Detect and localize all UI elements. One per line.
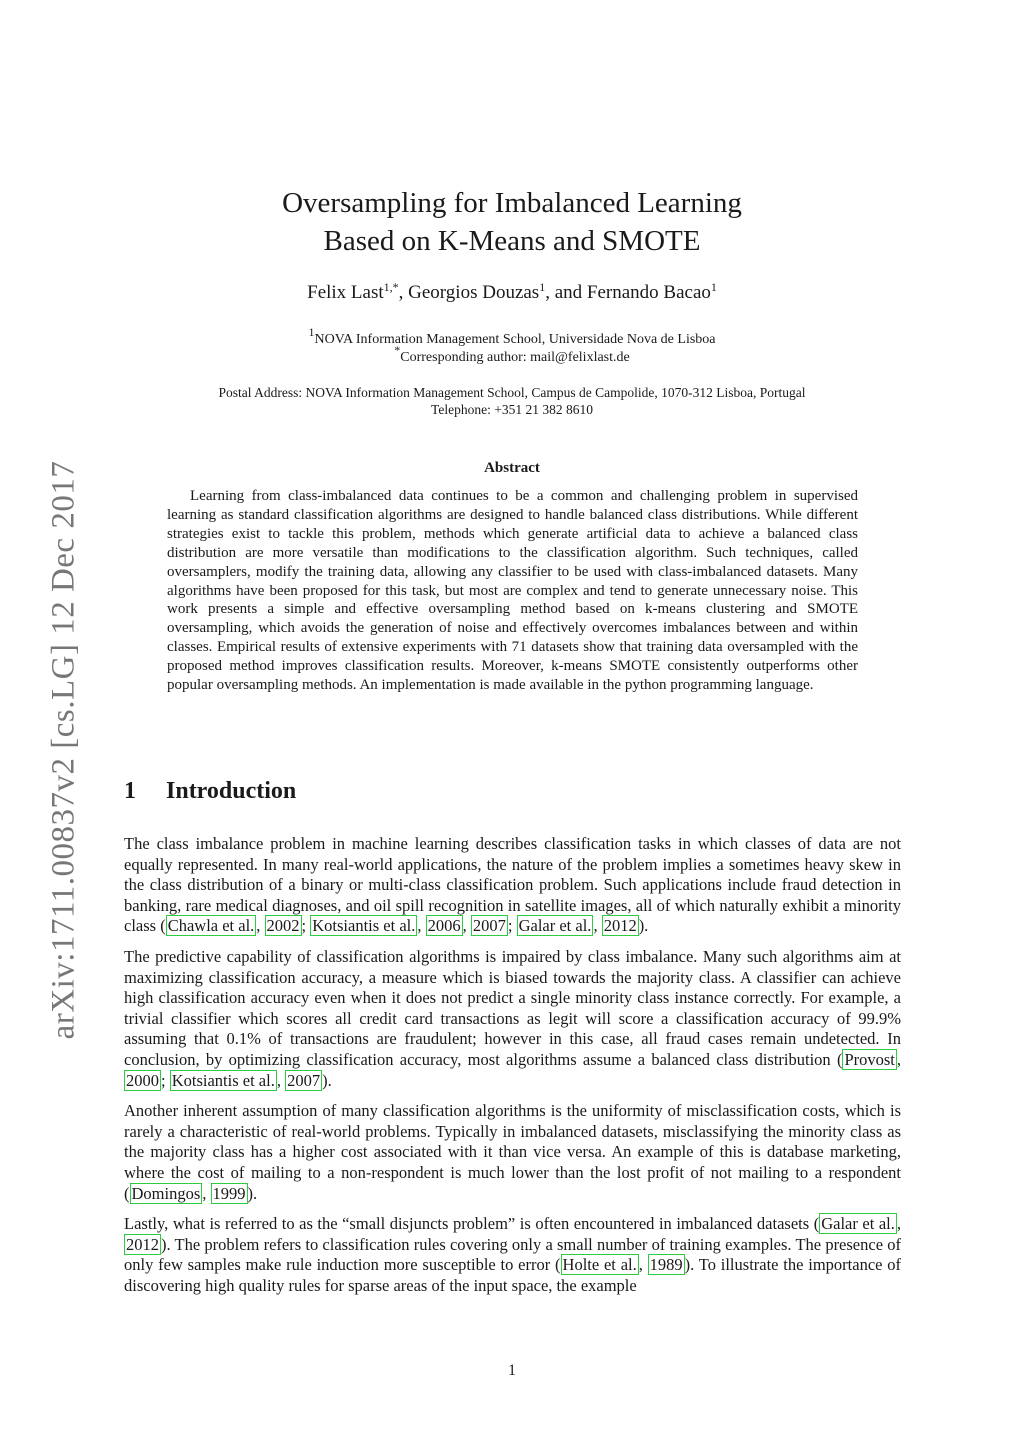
citation-separator: , xyxy=(276,1070,286,1090)
paragraph xyxy=(124,1101,901,1204)
author-affiliation-mark: 1 xyxy=(710,280,717,294)
citation-separator: , xyxy=(638,1255,648,1275)
paragraph-text: The class imbalance problem in machine learning describes classification tasks in which classes of data are not equally represented. In many real-world applications, the nature of the problem implies a sometimes heavy skew in the class distribution of a binary or multi-class classification problem. Such applications include fraud detection in banking, rare medical diagnoses, and oil spill recognition in satellite images, all of which naturally exhibit a minority class ( xyxy=(124,834,901,936)
paragraph-text: ). The problem refers to classification rules covering only a small number of training examples. The presence of only few samples make rule induction more susceptible to error ( xyxy=(124,1234,901,1275)
postal-address: Postal Address: NOVA Information Management School, Campus de Campolide, 1070-312 Lisboa, Portugal xyxy=(218,385,806,400)
citation-separator: , xyxy=(896,1214,901,1234)
citation-link[interactable]: Kotsiantis et al. xyxy=(312,916,416,936)
arxiv-identifier-stamp: arXiv:1711.00837v2 [cs.LG] 12 Dec 2017 xyxy=(45,460,82,1040)
postal-block xyxy=(0,384,1024,418)
author-affiliation-mark: 1 xyxy=(539,280,546,294)
corresponding-mark: * xyxy=(394,343,401,357)
citation-link[interactable]: 2012 xyxy=(603,916,637,936)
paragraph-text: The predictive capability of classification algorithms is impaired by class imbalance. Many such algorithms aim at maximizing classification accuracy, a measure which is biased towards the majority class. A classifier can achieve high classification accuracy even when it does not predict a single minority class instance correctly. For example, a trivial classifier which scores all credit card transactions as legit will score a classification accuracy of 99.9% assuming that 0.1% of transactions are fraudulent; however in this case, all fraud cases remain undetected. In conclusion, by optimizing classification accuracy, most algorithms assume a balanced class distribution ( xyxy=(124,946,901,1069)
author-separator: , xyxy=(398,282,409,303)
paragraph-text: ). To illustrate the importance of discovering high quality rules for sparse areas of the input space, the example xyxy=(124,1255,902,1295)
citation-separator: ; xyxy=(161,1070,170,1090)
affiliation-block xyxy=(0,325,1024,367)
citation-link[interactable]: 2007 xyxy=(472,916,506,936)
citation-separator: , xyxy=(593,916,602,936)
corresponding-author-line xyxy=(0,343,1024,367)
citation-separator: , xyxy=(462,916,471,936)
paper-title xyxy=(0,184,1024,260)
citation-link[interactable]: Galar et al. xyxy=(821,1214,895,1234)
body-text xyxy=(124,834,901,1306)
paragraph-text: ). xyxy=(638,916,649,936)
abstract-text: Learning from class-imbalanced data continues to be a common and challenging problem in supervised learning as standard classification algorithms are designed to handle balanced class distributions. While different strategies exist to tackle this problem, methods which generate artificial data to achieve a balanced class distribution are more versatile than modifications to the classification algorithm. Such techniques, called oversamplers, modify the training data, allowing any classifier to be used with class-imbalanced datasets. Many algorithms have been proposed for this task, but most are complex and tend to generate unnecessary noise. This work presents a simple and effective oversampling method based on k-means clustering and SMOTE oversampling, which avoids the generation of noise and effectively overcomes imbalances between and within classes. Empirical results of extensive experiments with 71 datasets show that training data oversampled with the proposed method improves classification results. Moreover, k-means SMOTE consistently outperforms other popular oversampling methods. An implementation is made available in the python programming language. xyxy=(167,488,858,694)
citation-link[interactable]: 1989 xyxy=(649,1255,683,1275)
author-name: Georgios Douzas xyxy=(408,282,540,303)
section-title: Introduction xyxy=(166,778,297,804)
citation-link[interactable]: Chawla et al. xyxy=(167,916,255,936)
citation-link[interactable]: 2002 xyxy=(266,916,300,936)
paragraph-text: Lastly, what is referred to as the “small disjuncts problem” is often encountered in imbalanced datasets ( xyxy=(124,1214,820,1234)
author-affiliation-mark: 1,* xyxy=(383,280,399,294)
citation-link[interactable]: 2007 xyxy=(287,1070,321,1090)
paragraph-text: ). xyxy=(247,1183,258,1203)
author-separator: , and xyxy=(545,282,587,303)
citation-link[interactable]: 1999 xyxy=(212,1183,246,1203)
citation-link[interactable]: Provost xyxy=(844,1049,895,1069)
section-heading xyxy=(124,778,296,805)
abstract-heading: Abstract xyxy=(484,460,540,476)
paragraph-text: ). xyxy=(322,1070,332,1090)
paragraph xyxy=(124,834,901,937)
corresponding-author-text: Corresponding author: mail@felixlast.de xyxy=(400,350,630,365)
author-name: Felix Last xyxy=(307,282,384,303)
citation-separator: ; xyxy=(301,916,311,936)
paragraph xyxy=(124,1214,901,1296)
citation-link[interactable]: 2012 xyxy=(126,1234,159,1254)
citation-separator: ; xyxy=(507,916,517,936)
title-line-1: Oversampling for Imbalanced Learning xyxy=(282,187,742,219)
citation-separator: , xyxy=(202,1183,211,1203)
page-number: 1 xyxy=(508,1362,516,1379)
section-number: 1 xyxy=(124,778,136,804)
citation-separator: , xyxy=(417,916,426,936)
citation-link[interactable]: Holte et al. xyxy=(562,1255,637,1275)
paragraph xyxy=(124,947,901,1091)
affiliation-text: NOVA Information Management School, Universidade Nova de Lisboa xyxy=(314,332,716,347)
affiliation-mark: 1 xyxy=(308,325,315,339)
title-line-2: Based on K-Means and SMOTE xyxy=(323,225,701,257)
citation-link[interactable]: Kotsiantis et al. xyxy=(171,1070,275,1090)
citation-link[interactable]: Galar et al. xyxy=(518,916,592,936)
citation-link[interactable]: Domingos xyxy=(131,1183,201,1203)
affiliation-line xyxy=(0,325,1024,349)
author-name: Fernando Bacao xyxy=(586,282,711,303)
citation-link[interactable]: 2006 xyxy=(427,916,461,936)
author-list xyxy=(0,282,1024,304)
citation-link[interactable]: 2000 xyxy=(126,1070,159,1090)
telephone: Telephone: +351 21 382 8610 xyxy=(431,402,593,417)
paragraph-text: Another inherent assumption of many classification algorithms is the uniformity of misclassification costs, which is rarely a characteristic of real-world problems. Typically in imbalanced datasets, misclassifying the minority class as the majority class has a higher cost associated with it than vice versa. An example of this is database marketing, where the cost of mailing to a non-respondent is much lower than the lost profit of not mailing to a respondent ( xyxy=(124,1101,901,1203)
citation-separator: , xyxy=(256,916,265,936)
citation-separator: , xyxy=(896,1049,901,1069)
